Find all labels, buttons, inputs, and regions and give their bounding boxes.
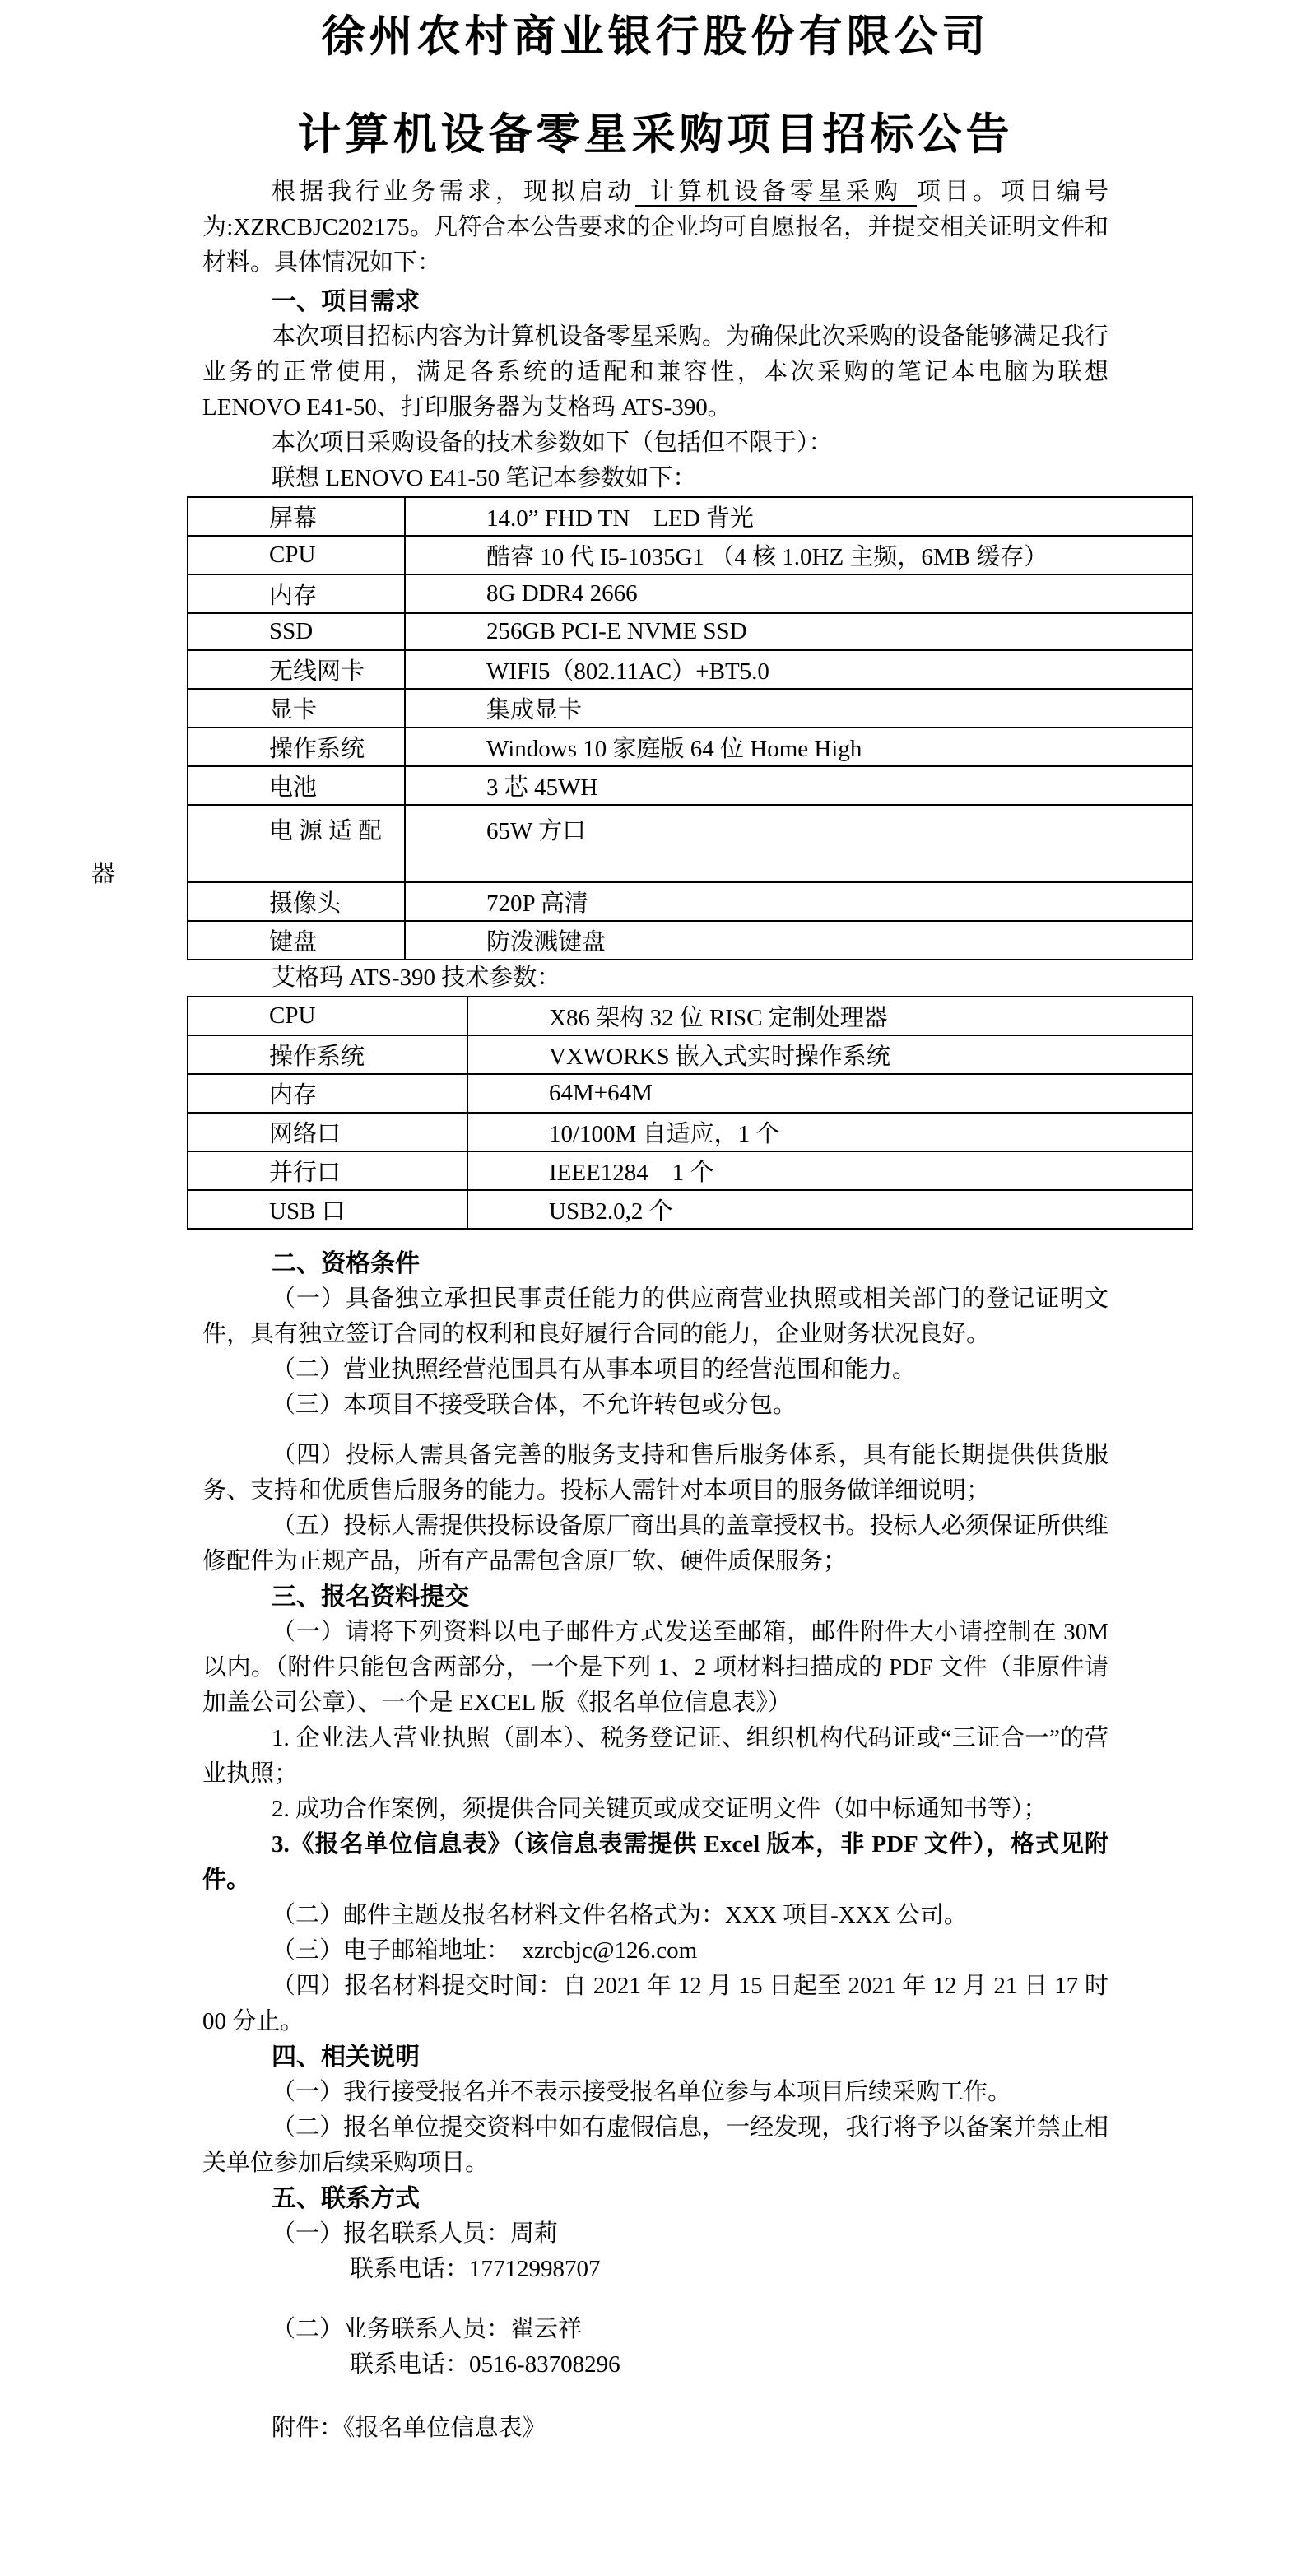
spec-label: 操作系统 xyxy=(188,1035,467,1074)
table-row-wireless xyxy=(188,650,1192,689)
section4-item-2: （二）报名单位提交资料中如有虚假信息，一经发现，我行将予以备案并禁止相关单位参加后续采购项目。 xyxy=(202,2114,1108,2176)
section3-item-3-email: （三）电子邮箱地址： xzrcbjc@126.com xyxy=(272,1937,698,1964)
spec-label: 网络口 xyxy=(188,1113,467,1151)
section3-heading: 三、报名资料提交 xyxy=(272,1583,469,1611)
spec-value: 集成显卡 xyxy=(405,689,1192,728)
table-row-os xyxy=(188,1035,1192,1074)
spec-value: 3 芯 45WH xyxy=(405,766,1192,805)
section2-item-1: （一）具备独立承担民事责任能力的供应商营业执照或相关部门的登记证明文件，具有独立签订合同的权利和良好履行合同的能力，企业财务状况良好。 xyxy=(202,1286,1108,1347)
section2-item-3: （三）本项目不接受联合体，不允许转包或分包。 xyxy=(272,1392,797,1418)
spec-label: 屏幕 xyxy=(188,497,405,536)
section1-paragraph-overview: 本次项目招标内容为计算机设备零星采购。为确保此次采购的设备能够满足我行业务的正常使用，满足各系统的适配和兼容性，本次采购的笔记本电脑为联想 LENOVO E41-50、打印服务器为艾格玛 ATS-390。 xyxy=(202,323,1108,421)
section3-item-4-deadline: （四）报名材料提交时间：自 2021 年 12 月 15 日起至 2021 年 12 月 21 日 17 时 00 分止。 xyxy=(202,1973,1108,2034)
table-row-screen xyxy=(188,497,1192,536)
section3-item-1: （一）请将下列资料以电子邮件方式发送至邮箱，邮件附件大小请控制在 30M 以内。（附件只能包含两部分，一个是下列 1、2 项材料扫描成的 PDF 文件（非原件请加盖公司公章）、一个是 EXCEL 版《报名单位信息表》） xyxy=(202,1619,1108,1716)
spec-label: 显卡 xyxy=(188,689,405,728)
intro-tail: 项目。项目编号为:XZRCBJC202175。凡符合本公告要求的企业均可自愿报名，并提交相关证明文件和材料。具体情况如下： xyxy=(202,179,1108,276)
spec-value: 14.0” FHD TN LED 背光 xyxy=(405,497,1192,536)
spec-label: 并行口 xyxy=(188,1151,467,1190)
spec-value: 64M+64M xyxy=(467,1074,1192,1113)
section1-paragraph-printer-params-lead: 艾格玛 ATS-390 技术参数： xyxy=(272,965,561,991)
spec-value: 256GB PCI-E NVME SSD xyxy=(405,613,1192,650)
spec-label-overflow-char: 器 xyxy=(91,861,116,887)
section1-paragraph-laptop-params-lead: 联想 LENOVO E41-50 笔记本参数如下： xyxy=(272,465,697,491)
spec-label: 内存 xyxy=(188,1074,467,1113)
table-row-ssd xyxy=(188,613,1192,650)
laptop-spec-table xyxy=(91,496,1193,960)
spec-value: 720P 高清 xyxy=(405,882,1192,921)
spec-value: 防泼溅键盘 xyxy=(405,921,1192,960)
document-title-company: 徐州农村商业银行股份有限公司 xyxy=(321,13,990,61)
section5-heading: 五、联系方式 xyxy=(272,2185,420,2212)
table-row-cpu xyxy=(188,997,1192,1035)
section1-paragraph-tech-params-lead: 本次项目采购设备的技术参数如下（包括但不限于）： xyxy=(272,430,833,456)
section2-item-4: （四）投标人需具备完善的服务支持和售后服务体系，具有能长期提供供货服务、支持和优质售后服务的能力。投标人需针对本项目的服务做详细说明； xyxy=(202,1442,1108,1504)
section1-heading: 一、项目需求 xyxy=(272,288,420,315)
spec-label: 操作系统 xyxy=(188,728,405,766)
spec-value: IEEE1284 1 个 xyxy=(467,1151,1192,1190)
spec-value: VXWORKS 嵌入式实时操作系统 xyxy=(467,1035,1192,1074)
table-row-power-adapter xyxy=(188,805,1192,882)
section3-numbered-item-1: 1. 企业法人营业执照（副本）、税务登记证、组织机构代码证或“三证合一”的营业执照； xyxy=(202,1725,1108,1787)
contact2-name-line: （二）业务联系人员：翟云祥 xyxy=(272,2316,583,2342)
table-row-parallel-port xyxy=(188,1151,1192,1190)
intro-underlined-project-name: 计算机设备零星采购 xyxy=(635,179,917,207)
section2-item-2: （二）营业执照经营范围具有从事本项目的经营范围和能力。 xyxy=(272,1356,917,1383)
spec-label: CPU xyxy=(188,536,405,574)
table-row-cpu xyxy=(188,536,1192,574)
spec-label: 摄像头 xyxy=(188,882,405,921)
section4-heading: 四、相关说明 xyxy=(272,2044,420,2071)
contact1-phone-line: 联系电话：17712998707 xyxy=(350,2256,601,2282)
section4-item-1: （一）我行接受报名并不表示接受报名单位参与本项目后续采购工作。 xyxy=(272,2079,1012,2105)
table-row-battery xyxy=(188,766,1192,805)
section3-numbered-item-2: 2. 成功合作案例，须提供合同关键页或成交证明文件（如中标通知书等）； xyxy=(272,1796,1048,1822)
spec-value: WIFI5（802.11AC）+BT5.0 xyxy=(405,650,1192,689)
spec-label xyxy=(91,805,405,887)
spec-label: 无线网卡 xyxy=(188,650,405,689)
section2-item-5: （五）投标人需提供投标设备原厂商出具的盖章授权书。投标人必须保证所供维修配件为正规产品，所有产品需包含原厂软、硬件质保服务； xyxy=(202,1513,1108,1574)
spec-label: CPU xyxy=(188,997,467,1035)
spec-value: 8G DDR4 2666 xyxy=(405,574,1192,613)
spec-value: Windows 10 家庭版 64 位 Home High xyxy=(405,728,1192,766)
table-row-gpu xyxy=(188,689,1192,728)
spec-value: USB2.0,2 个 xyxy=(467,1190,1192,1229)
spec-value: 10/100M 自适应，1 个 xyxy=(467,1113,1192,1151)
intro-paragraph xyxy=(202,174,1108,281)
spec-label: 内存 xyxy=(188,574,405,613)
section3-item-2: （二）邮件主题及报名材料文件名格式为：XXX 项目-XXX 公司。 xyxy=(272,1902,968,1928)
table-row-os xyxy=(188,728,1192,766)
spec-label: USB 口 xyxy=(188,1190,467,1229)
table-row-keyboard xyxy=(188,921,1192,960)
table-row-usb-port xyxy=(188,1190,1192,1229)
table-row-memory xyxy=(188,574,1192,613)
spec-label-line1: 电源适配 xyxy=(269,818,388,844)
spec-value: 65W 方口 xyxy=(405,805,1192,882)
spec-label: SSD xyxy=(188,613,405,650)
spec-value: X86 架构 32 位 RISC 定制处理器 xyxy=(467,997,1192,1035)
spec-label: 电池 xyxy=(188,766,405,805)
printer-spec-table xyxy=(187,996,1193,1230)
attachment-line: 附件：《报名单位信息表》 xyxy=(272,2415,546,2441)
table-row-network-port xyxy=(188,1113,1192,1151)
document-title-project: 计算机设备零星采购项目招标公告 xyxy=(297,111,1014,159)
section3-numbered-item-3: 3.《报名单位信息表》（该信息表需提供 Excel 版本，非 PDF 文件），格式见附件。 xyxy=(202,1831,1108,1893)
contact2-phone-line: 联系电话：0516-83708296 xyxy=(350,2351,620,2378)
intro-lead: 根据我行业务需求，现拟启动 xyxy=(272,179,635,205)
spec-label: 键盘 xyxy=(188,921,405,960)
table-row-camera xyxy=(188,882,1192,921)
table-row-memory xyxy=(188,1074,1192,1113)
contact1-name-line: （一）报名联系人员：周莉 xyxy=(272,2220,559,2247)
section2-heading: 二、资格条件 xyxy=(272,1250,420,1277)
spec-value: 酷睿 10 代 I5-1035G1 （4 核 1.0HZ 主频，6MB 缓存） xyxy=(405,536,1192,574)
